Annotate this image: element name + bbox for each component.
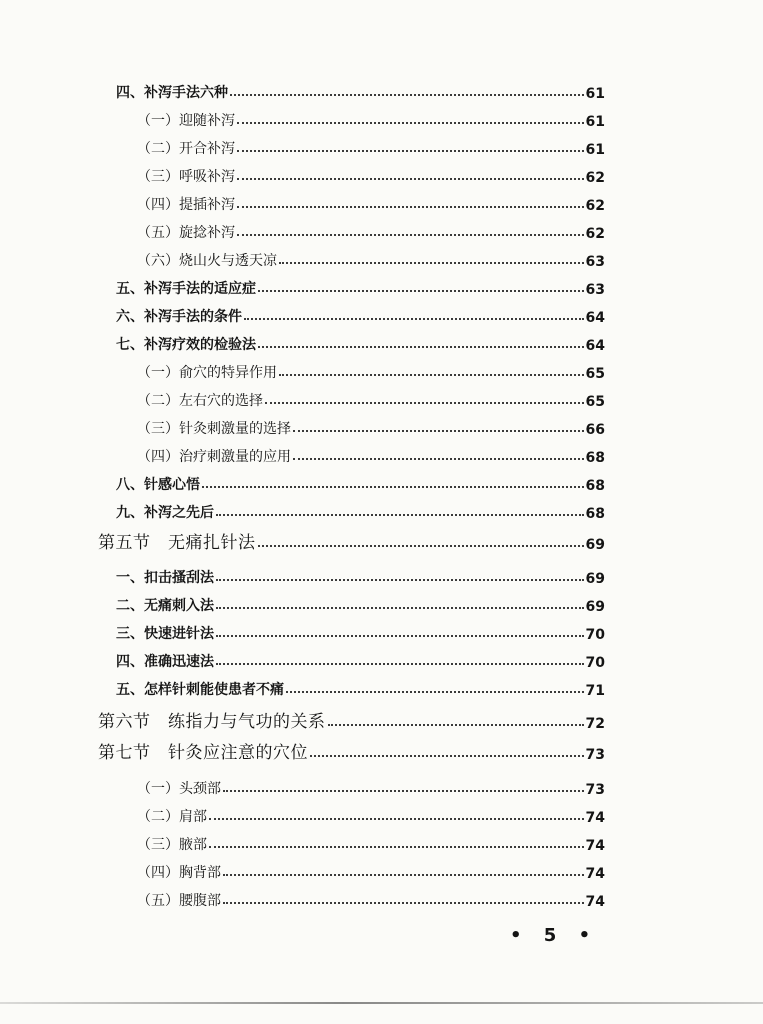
- toc-entry-label: （四）治疗刺激量的应用: [137, 449, 291, 465]
- toc-entry-page: 68: [585, 506, 605, 522]
- toc-entry-label: 六、补泻手法的条件: [116, 309, 242, 325]
- dot-leader: [209, 846, 584, 848]
- toc-entry: [137, 358, 605, 382]
- dot-leader: [258, 545, 584, 547]
- dot-leader: [209, 818, 584, 820]
- toc-entry-page: 73: [585, 782, 605, 798]
- toc-entry: [116, 675, 605, 699]
- dot-leader: [244, 318, 584, 320]
- toc-entry-page: 61: [585, 86, 605, 102]
- toc-section-label: 第五节 无痛扎针法: [98, 533, 256, 553]
- toc-entry-label: 四、补泻手法六种: [116, 85, 228, 101]
- toc-entry-page: 62: [585, 170, 605, 186]
- dot-leader: [223, 902, 584, 904]
- toc-entry-label: 八、针感心悟: [116, 477, 200, 493]
- toc-entry-page: 64: [585, 310, 605, 326]
- toc-entry-label: （二）左右穴的选择: [137, 393, 263, 409]
- page-number: • 5 •: [510, 925, 599, 946]
- toc-entry-label: （三）腋部: [137, 837, 207, 853]
- toc-entry-label: （四）提插补泻: [137, 197, 235, 213]
- dot-leader: [237, 234, 584, 236]
- toc-entry-page: 68: [585, 478, 605, 494]
- dot-leader: [258, 290, 584, 292]
- toc-entry-label: （三）针灸刺激量的选择: [137, 421, 291, 437]
- toc-entry: [137, 134, 605, 158]
- dot-leader: [216, 663, 584, 665]
- toc-entry: [116, 330, 605, 354]
- toc-entry-page: 63: [585, 254, 605, 270]
- toc-entry-page: 64: [585, 338, 605, 354]
- toc-entry: [116, 498, 605, 522]
- toc-entry-label: （二）肩部: [137, 809, 207, 825]
- toc-entry-page: 68: [585, 450, 605, 466]
- toc-entry-label: （二）开合补泻: [137, 141, 235, 157]
- toc-entry-page: 63: [585, 282, 605, 298]
- toc-entry: [116, 78, 605, 102]
- toc-entry-label: （六）烧山火与透天凉: [137, 253, 277, 269]
- toc-entry: [137, 774, 605, 798]
- toc-entry: [116, 647, 605, 671]
- toc-section-entry: [98, 529, 605, 553]
- dot-leader: [265, 402, 584, 404]
- toc-entry: [137, 858, 605, 882]
- toc-entry: [116, 274, 605, 298]
- toc-entry-page: 73: [585, 747, 605, 763]
- toc-entry-label: 四、准确迅速法: [116, 654, 214, 670]
- dot-leader: [216, 579, 584, 581]
- toc-entry-page: 72: [585, 716, 605, 732]
- toc-entry-page: 65: [585, 366, 605, 382]
- toc-entry-page: 70: [585, 627, 605, 643]
- dot-leader: [293, 430, 584, 432]
- toc-entry: [116, 470, 605, 494]
- toc-entry-page: 61: [585, 142, 605, 158]
- toc-entry-page: 65: [585, 394, 605, 410]
- dot-leader: [279, 374, 584, 376]
- dot-leader: [258, 346, 584, 348]
- toc-entry-label: 一、扣击搔刮法: [116, 570, 214, 586]
- dot-leader: [310, 755, 584, 757]
- dot-leader: [237, 122, 584, 124]
- toc-entry-page: 66: [585, 422, 605, 438]
- dot-leader: [293, 458, 584, 460]
- toc-entry-label: 三、快速进针法: [116, 626, 214, 642]
- toc-entry-page: 74: [585, 866, 605, 882]
- dot-leader: [279, 262, 584, 264]
- toc-entry: [137, 830, 605, 854]
- dot-leader: [286, 691, 584, 693]
- toc-entry-label: （五）旋捻补泻: [137, 225, 235, 241]
- toc-entry-page: 69: [585, 599, 605, 615]
- toc-entry: [116, 563, 605, 587]
- toc-entry-label: 五、怎样针刺能使患者不痛: [116, 682, 284, 698]
- toc-section-entry: [98, 708, 605, 732]
- toc-entry-page: 62: [585, 198, 605, 214]
- dot-leader: [328, 724, 584, 726]
- dot-leader: [223, 790, 584, 792]
- toc-entry-label: （三）呼吸补泻: [137, 169, 235, 185]
- dot-leader: [237, 150, 584, 152]
- toc-entry-label: 五、补泻手法的适应症: [116, 281, 256, 297]
- dot-leader: [202, 486, 584, 488]
- dot-leader: [216, 635, 584, 637]
- toc-entry: [137, 162, 605, 186]
- toc-section-label: 第七节 针灸应注意的穴位: [98, 743, 308, 763]
- scan-edge-line: [0, 1002, 763, 1004]
- toc-entry: [137, 218, 605, 242]
- toc-entry-page: 69: [585, 571, 605, 587]
- dot-leader: [230, 94, 584, 96]
- dot-leader: [216, 607, 584, 609]
- toc-entry-page: 69: [585, 537, 605, 553]
- toc-section-label: 第六节 练指力与气功的关系: [98, 712, 326, 732]
- toc-entry: [137, 106, 605, 130]
- toc-entry-page: 61: [585, 114, 605, 130]
- toc-entry-label: （四）胸背部: [137, 865, 221, 881]
- toc-entry: [137, 246, 605, 270]
- toc-entry-label: （一）俞穴的特异作用: [137, 365, 277, 381]
- dot-leader: [237, 178, 584, 180]
- toc-entry-label: 九、补泻之先后: [116, 505, 214, 521]
- toc-entry-label: （一）迎随补泻: [137, 113, 235, 129]
- dot-leader: [223, 874, 584, 876]
- toc-entry: [116, 591, 605, 615]
- toc-entry: [137, 802, 605, 826]
- toc-entry-label: 七、补泻疗效的检验法: [116, 337, 256, 353]
- toc-entry-page: 74: [585, 810, 605, 826]
- toc-entry: [116, 302, 605, 326]
- toc-entry-page: 62: [585, 226, 605, 242]
- toc-entry: [137, 442, 605, 466]
- toc-entry-page: 74: [585, 838, 605, 854]
- toc-section-entry: [98, 739, 605, 763]
- toc-entry-page: 74: [585, 894, 605, 910]
- toc-entry-label: 二、无痛刺入法: [116, 598, 214, 614]
- toc-entry: [137, 386, 605, 410]
- toc-entry-page: 70: [585, 655, 605, 671]
- toc-entry-label: （五）腰腹部: [137, 893, 221, 909]
- dot-leader: [216, 514, 584, 516]
- dot-leader: [237, 206, 584, 208]
- toc-entry: [137, 190, 605, 214]
- toc-entry-label: （一）头颈部: [137, 781, 221, 797]
- toc-entry-page: 71: [585, 683, 605, 699]
- toc-entry: [137, 414, 605, 438]
- toc-entry: [116, 619, 605, 643]
- toc-entry: [137, 886, 605, 910]
